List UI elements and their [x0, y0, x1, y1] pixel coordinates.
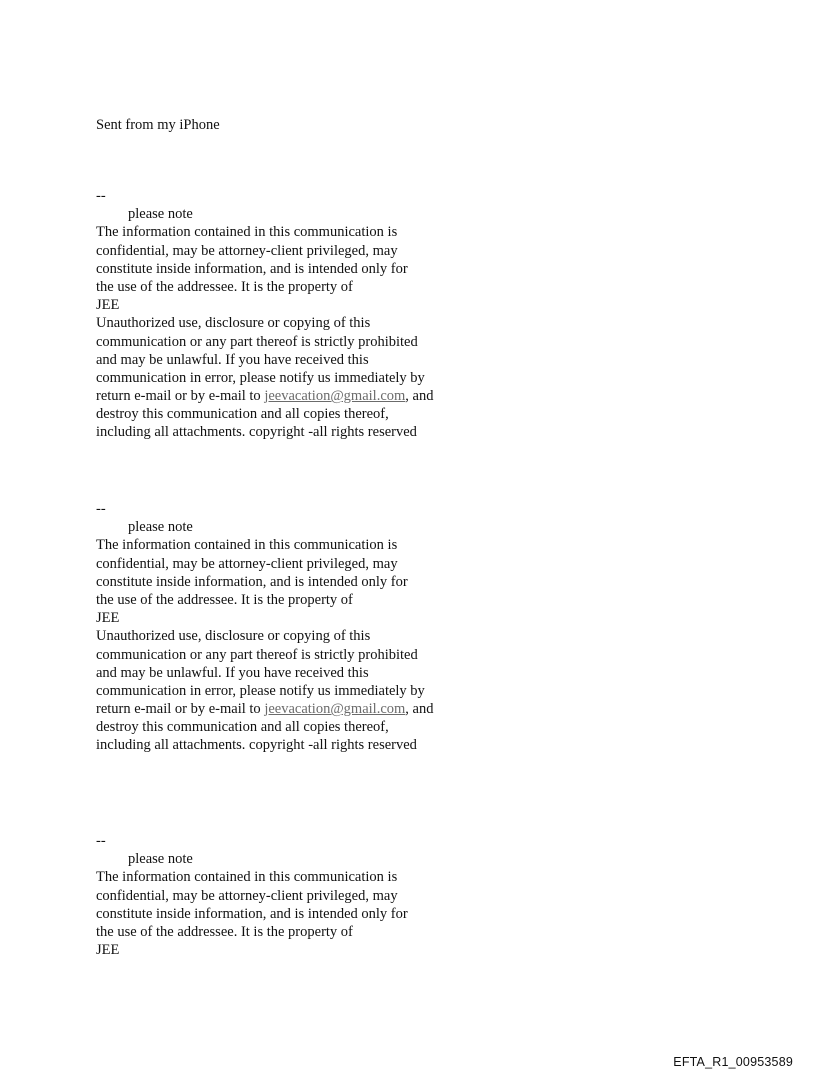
email-prefix: return e-mail or by e-mail to [96, 701, 265, 718]
footer-line: destroy this communication and all copies thereof, [96, 406, 389, 423]
footer-line: JEE [96, 610, 120, 627]
footer-email-line [96, 387, 433, 405]
footer-dashes: -- [96, 188, 106, 204]
confidentiality-footer-1 [96, 187, 433, 442]
email-link[interactable]: jeevacation@gmail.com [264, 388, 406, 405]
footer-line: communication in error, please notify us immediately by [96, 369, 425, 386]
confidentiality-footer-3 [96, 832, 408, 959]
footer-line: communication or any part thereof is strictly prohibited [96, 646, 418, 663]
footer-line: confidential, may be attorney-client privileged, may [96, 887, 398, 904]
footer-line: the use of the addressee. It is the property of [96, 591, 353, 608]
footer-line: the use of the addressee. It is the property of [96, 923, 353, 940]
footer-line: communication in error, please notify us immediately by [96, 682, 425, 699]
footer-line: Unauthorized use, disclosure or copying of this [96, 315, 371, 332]
footer-line: including all attachments. copyright -all rights reserved [96, 737, 417, 754]
footer-line: constitute inside information, and is intended only for [96, 260, 408, 277]
email-link[interactable]: jeevacation@gmail.com [264, 701, 406, 718]
footer-line: constitute inside information, and is intended only for [96, 573, 408, 590]
footer-line: confidential, may be attorney-client privileged, may [96, 242, 398, 259]
email-suffix: , and [405, 701, 434, 718]
footer-note: please note [128, 851, 193, 868]
email-prefix: return e-mail or by e-mail to [96, 388, 265, 405]
email-suffix: , and [405, 388, 434, 405]
footer-line: communication or any part thereof is strictly prohibited [96, 333, 418, 350]
footer-line: The information contained in this communication is [96, 224, 398, 241]
footer-line: including all attachments. copyright -all rights reserved [96, 424, 417, 441]
confidentiality-footer-2 [96, 500, 433, 755]
footer-line: JEE [96, 297, 120, 314]
footer-note: please note [128, 206, 193, 223]
sent-from-line: Sent from my iPhone [96, 117, 220, 133]
footer-dashes: -- [96, 501, 106, 517]
footer-dashes: -- [96, 833, 106, 849]
footer-line: The information contained in this communication is [96, 869, 398, 886]
document-id: EFTA_R1_00953589 [673, 1055, 793, 1069]
footer-line: The information contained in this communication is [96, 537, 398, 554]
footer-line: JEE [96, 942, 120, 959]
footer-line: destroy this communication and all copies thereof, [96, 719, 389, 736]
footer-email-line [96, 700, 433, 718]
footer-line: Unauthorized use, disclosure or copying of this [96, 628, 371, 645]
footer-line: and may be unlawful. If you have received this [96, 664, 369, 681]
footer-line: and may be unlawful. If you have received this [96, 351, 369, 368]
footer-line: confidential, may be attorney-client privileged, may [96, 555, 398, 572]
footer-note: please note [128, 519, 193, 536]
footer-line: the use of the addressee. It is the property of [96, 278, 353, 295]
footer-line: constitute inside information, and is intended only for [96, 905, 408, 922]
